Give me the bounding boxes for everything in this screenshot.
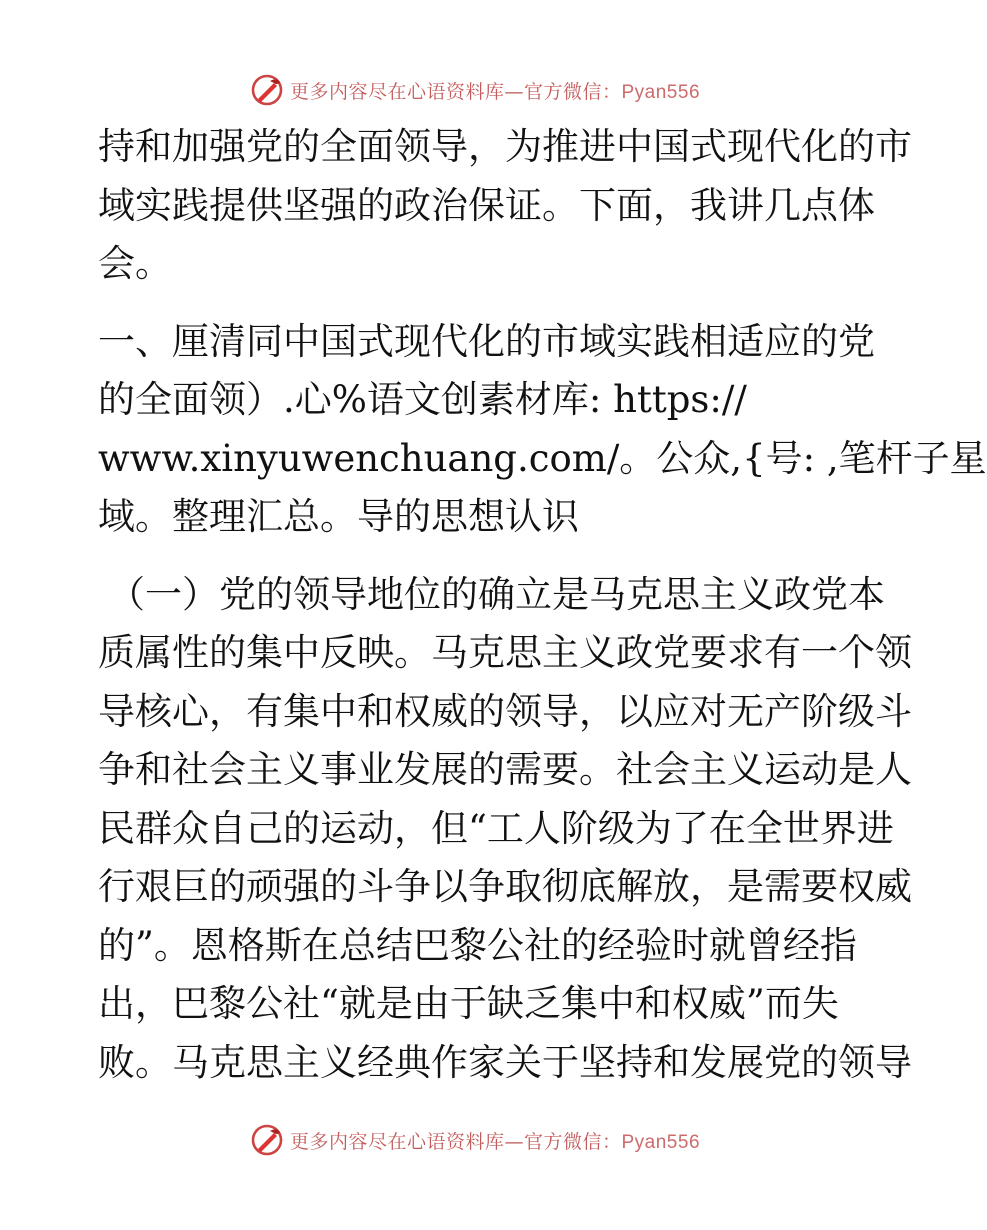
text-line: 质属性的集中反映。马克思主义政党要求有一个领 — [98, 631, 912, 674]
document-body — [98, 118, 987, 1092]
header-watermark — [0, 70, 950, 110]
paragraph-section-heading — [98, 313, 987, 547]
text-line: 的全面领）.心%语文创素材库: https:// — [98, 378, 747, 421]
text-line: 的”。恩格斯在总结巴黎公社的经验时就曾经指 — [98, 923, 857, 967]
quill-logo-icon — [250, 73, 284, 107]
footer-watermark — [0, 1120, 950, 1160]
text-line: 域实践提供坚强的政治保证。下面，我讲几点体 — [98, 183, 875, 227]
text-line: 导核心，有集中和权威的领导，以应对无产阶级斗 — [98, 689, 912, 733]
text-line: www.xinyuwenchuang.com/。公众,{号: ,笔杆子星 — [98, 436, 987, 480]
text-line: 行艰巨的顽强的斗争以争取彻底解放，是需要权威 — [98, 865, 912, 908]
text-line: 持和加强党的全面领导，为推进中国式现代化的市 — [98, 125, 912, 168]
text-line: 出，巴黎公社“就是由于缺乏集中和权威”而失 — [98, 982, 839, 1025]
text-line: 民群众自己的运动，但“工人阶级为了在全世界进 — [98, 806, 894, 850]
paragraph-intro — [98, 118, 912, 294]
watermark-text: 更多内容尽在心语资料库—官方微信：Pyan556 — [289, 1130, 701, 1153]
text-line: 域。整理汇总。导的思想认识 — [98, 495, 579, 538]
text-line: （一）党的领导地位的确立是马克思主义政党本 — [108, 572, 885, 616]
text-line: 会。 — [98, 242, 172, 285]
text-line: 一、厘清同中国式现代化的市域实践相适应的党 — [98, 319, 875, 363]
text-line: 争和社会主义事业发展的需要。社会主义运动是人 — [98, 748, 912, 791]
quill-logo-icon — [250, 1123, 284, 1157]
watermark-text: 更多内容尽在心语资料库—官方微信：Pyan556 — [289, 80, 701, 103]
paragraph-subsection-one — [98, 566, 912, 1093]
text-line: 败。马克思主义经典作家关于坚持和发展党的领导 — [98, 1040, 912, 1084]
